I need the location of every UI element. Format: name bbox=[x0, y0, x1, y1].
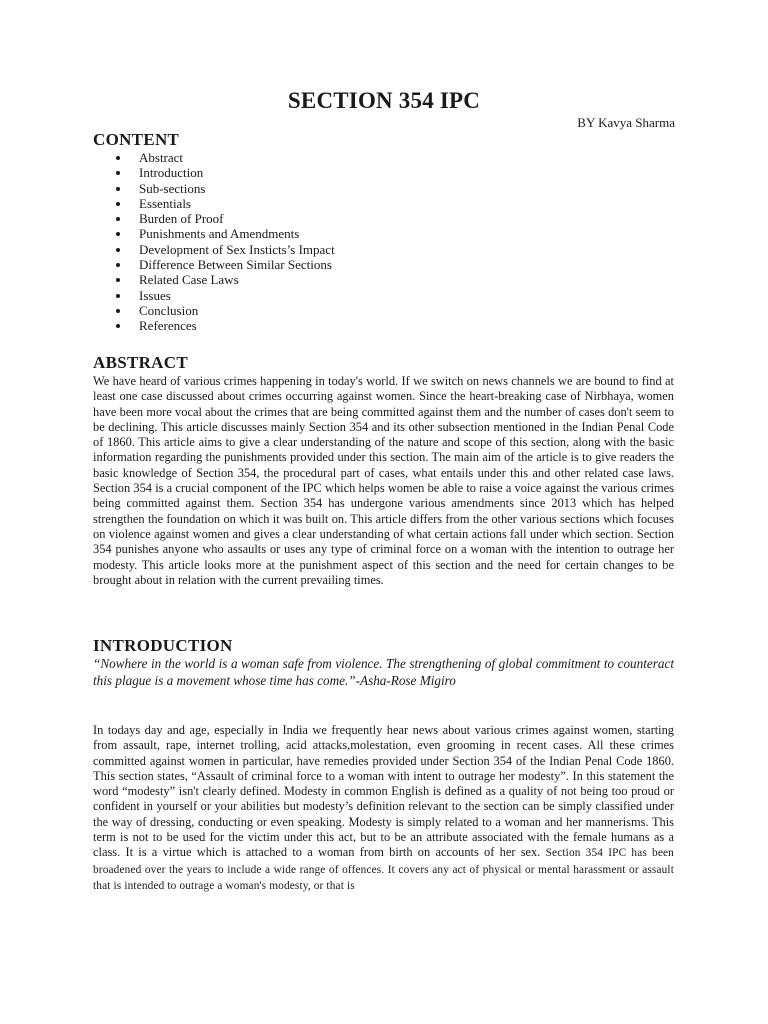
abstract-heading: ABSTRACT bbox=[93, 353, 188, 372]
content-item-difference: Difference Between Similar Sections bbox=[139, 257, 335, 272]
document-title: SECTION 354 IPC bbox=[287, 88, 481, 113]
content-item-abstract: Abstract bbox=[139, 150, 335, 165]
introduction-quote: “Nowhere in the world is a woman safe from violence. The strengthening of global commitment to counteract this plague is a movement whose time has come.”-Asha-Rose Migiro bbox=[93, 656, 674, 688]
content-item-burden-of-proof: Burden of Proof bbox=[139, 211, 335, 226]
introduction-body: In todays day and age, especially in India we frequently hear news about various crimes against women, starting from assault, rape, internet trolling, acid attacks,molestation, even grooming in recent cases. All these crimes committed against women in particular, have remedies provided under Section 354 of the Indian Penal Code 1860. This section states, “Assault of criminal force to a woman with intent to outrage her modesty”. In this statement the word “modesty” isn't clearly defined. Modesty in common English is defined as a quality of not being too proud or confident in yourself or your abilities but modesty’s definition relevant to the section can be simply classified under the way of dressing, conducting or even speaking. Modesty is simply related to a woman and her mannerisms. This term is not to be used for the victim under this act, but to be an attribute associated with the female humans as a class. It is a virtue which is attached to a woman from birth on accounts of her sex. bbox=[93, 723, 674, 860]
author-line: BY Kavya Sharma bbox=[577, 115, 675, 130]
content-item-conclusion: Conclusion bbox=[139, 303, 335, 318]
introduction-continuation: Section 354 IPC has been broadened over the years to include a wide range of offences. It covers any act of physical or mental harassment or assault that is intended to outrage a woman's modesty, or that is bbox=[93, 847, 674, 892]
content-item-development: Development of Sex Insticts’s Impact bbox=[139, 241, 335, 257]
content-item-introduction: Introduction bbox=[139, 165, 335, 180]
introduction-heading: INTRODUCTION bbox=[93, 636, 233, 655]
content-item-issues: Issues bbox=[139, 288, 335, 303]
content-item-punishments: Punishments and Amendments bbox=[139, 226, 335, 241]
content-item-sub-sections: Sub-sections bbox=[139, 181, 335, 196]
abstract-paragraph: We have heard of various crimes happening in today's world. If we switch on news channels we are bound to find at least one case discussed about crimes occurring against women. Since the heart-breaking case of Nirbhaya, women have been more vocal about the crimes that are being committed against them and the number of cases don't seem to be declining. This article discusses mainly Section 354 and its other subsection mentioned in the Indian Penal Code of 1860. This article aims to give a clear understanding of the nature and scope of this section, along with the basic information regarding the punishments provided under this section. The main aim of the article is to give readers the basic knowledge of Section 354, the procedural part of cases, what entails under this and other related case laws. Section 354 is a crucial component of the IPC which helps women be able to raise a voice against the various crimes being committed against them. Section 354 has undergone various amendments since 2013 which has helped strengthen the foundation on which it was built on. This article differs from the other various sections which focuses on violence against women and gives a clear understanding of what certain actions fall under which section. Section 354 punishes anyone who assaults or uses any type of criminal force on a woman with the intention to outrage her modesty. This article looks more at the punishment aspect of this section and the need for certain changes to be brought about in relation with the current prevailing times. bbox=[93, 374, 674, 587]
content-list bbox=[139, 150, 335, 334]
content-item-case-laws: Related Case Laws bbox=[139, 272, 335, 287]
introduction-paragraph bbox=[93, 723, 674, 894]
content-item-references: References bbox=[139, 318, 335, 333]
content-heading: CONTENT bbox=[93, 130, 180, 149]
content-item-essentials: Essentials bbox=[139, 196, 335, 211]
